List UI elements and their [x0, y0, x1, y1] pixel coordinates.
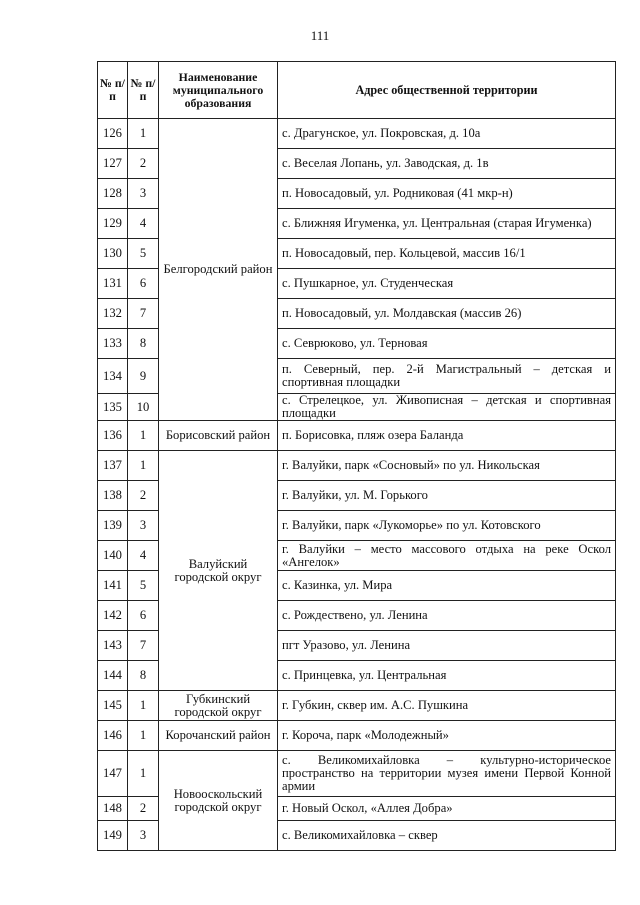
row-number: 136 [98, 421, 128, 451]
row-local-number: 6 [128, 601, 159, 631]
row-local-number: 1 [128, 691, 159, 721]
header-num-local: № п/п [128, 62, 159, 119]
row-number: 132 [98, 299, 128, 329]
row-number: 141 [98, 571, 128, 601]
row-number: 140 [98, 541, 128, 571]
row-number: 130 [98, 239, 128, 269]
row-number: 148 [98, 797, 128, 821]
table-row [98, 421, 616, 451]
address-cell: с. Рождествено, ул. Ленина [278, 601, 616, 631]
address-cell: г. Короча, парк «Молодежный» [278, 721, 616, 751]
address-cell: п. Новосадовый, ул. Родниковая (41 мкр-н) [278, 179, 616, 209]
row-number: 146 [98, 721, 128, 751]
address-cell: с. Великомихайловка – культурно-историческое пространство на территории музея имени Первой Конной армии [278, 751, 616, 797]
row-local-number: 3 [128, 821, 159, 851]
row-local-number: 1 [128, 451, 159, 481]
row-local-number: 8 [128, 661, 159, 691]
table-row [98, 751, 616, 797]
address-cell: п. Новосадовый, ул. Молдавская (массив 26) [278, 299, 616, 329]
row-local-number: 5 [128, 571, 159, 601]
address-cell: с. Севрюково, ул. Терновая [278, 329, 616, 359]
address-cell: с. Драгунское, ул. Покровская, д. 10а [278, 119, 616, 149]
address-cell: г. Валуйки, ул. М. Горького [278, 481, 616, 511]
row-local-number: 1 [128, 721, 159, 751]
row-local-number: 1 [128, 421, 159, 451]
address-cell: г. Валуйки – место массового отдыха на реке Оскол «Ангелок» [278, 541, 616, 571]
municipality-cell: Губкинский городской округ [159, 691, 278, 721]
row-local-number: 2 [128, 481, 159, 511]
row-local-number: 6 [128, 269, 159, 299]
address-cell: п. Борисовка, пляж озера Баланда [278, 421, 616, 451]
address-cell: с. Пушкарное, ул. Студенческая [278, 269, 616, 299]
address-cell: пгт Уразово, ул. Ленина [278, 631, 616, 661]
row-local-number: 9 [128, 359, 159, 394]
row-number: 135 [98, 394, 128, 421]
address-cell: п. Новосадовый, пер. Кольцевой, массив 16/1 [278, 239, 616, 269]
address-cell: г. Валуйки, парк «Сосновый» по ул. Никольская [278, 451, 616, 481]
address-cell: с. Великомихайловка – сквер [278, 821, 616, 851]
header-num-global: № п/п [98, 62, 128, 119]
row-local-number: 3 [128, 511, 159, 541]
row-number: 129 [98, 209, 128, 239]
public-territories-table [97, 61, 616, 851]
header-address: Адрес общественной территории [278, 62, 616, 119]
address-cell: с. Стрелецкое, ул. Живописная – детская и спортивная площадки [278, 394, 616, 421]
address-cell: с. Принцевка, ул. Центральная [278, 661, 616, 691]
row-local-number: 2 [128, 797, 159, 821]
table-row [98, 721, 616, 751]
municipality-cell: Белгородский район [159, 119, 278, 421]
row-number: 126 [98, 119, 128, 149]
address-cell: с. Веселая Лопань, ул. Заводская, д. 1в [278, 149, 616, 179]
row-local-number: 4 [128, 541, 159, 571]
header-municipality: Наименование муниципального образования [159, 62, 278, 119]
row-local-number: 7 [128, 631, 159, 661]
row-number: 147 [98, 751, 128, 797]
address-cell: с. Ближняя Игуменка, ул. Центральная (старая Игуменка) [278, 209, 616, 239]
table-row [98, 119, 616, 149]
row-number: 137 [98, 451, 128, 481]
address-cell: г. Новый Оскол, «Аллея Добра» [278, 797, 616, 821]
row-local-number: 2 [128, 149, 159, 179]
row-number: 138 [98, 481, 128, 511]
address-cell: п. Северный, пер. 2-й Магистральный – детская и спортивная площадки [278, 359, 616, 394]
row-number: 133 [98, 329, 128, 359]
table-header-row [98, 62, 616, 119]
address-cell: г. Губкин, сквер им. А.С. Пушкина [278, 691, 616, 721]
table-row [98, 451, 616, 481]
row-number: 128 [98, 179, 128, 209]
municipality-cell: Валуйский городской округ [159, 451, 278, 691]
row-local-number: 8 [128, 329, 159, 359]
row-local-number: 10 [128, 394, 159, 421]
row-number: 139 [98, 511, 128, 541]
row-local-number: 1 [128, 751, 159, 797]
row-local-number: 7 [128, 299, 159, 329]
row-local-number: 1 [128, 119, 159, 149]
table-row [98, 691, 616, 721]
address-cell: г. Валуйки, парк «Лукоморье» по ул. Котовского [278, 511, 616, 541]
row-number: 134 [98, 359, 128, 394]
row-number: 149 [98, 821, 128, 851]
row-local-number: 3 [128, 179, 159, 209]
row-number: 144 [98, 661, 128, 691]
row-number: 142 [98, 601, 128, 631]
page-number: 111 [310, 28, 330, 43]
row-number: 131 [98, 269, 128, 299]
row-number: 127 [98, 149, 128, 179]
row-local-number: 5 [128, 239, 159, 269]
row-number: 143 [98, 631, 128, 661]
municipality-cell: Борисовский район [159, 421, 278, 451]
municipality-cell: Новооскольский городской округ [159, 751, 278, 851]
address-cell: с. Казинка, ул. Мира [278, 571, 616, 601]
municipality-cell: Корочанский район [159, 721, 278, 751]
row-number: 145 [98, 691, 128, 721]
row-local-number: 4 [128, 209, 159, 239]
